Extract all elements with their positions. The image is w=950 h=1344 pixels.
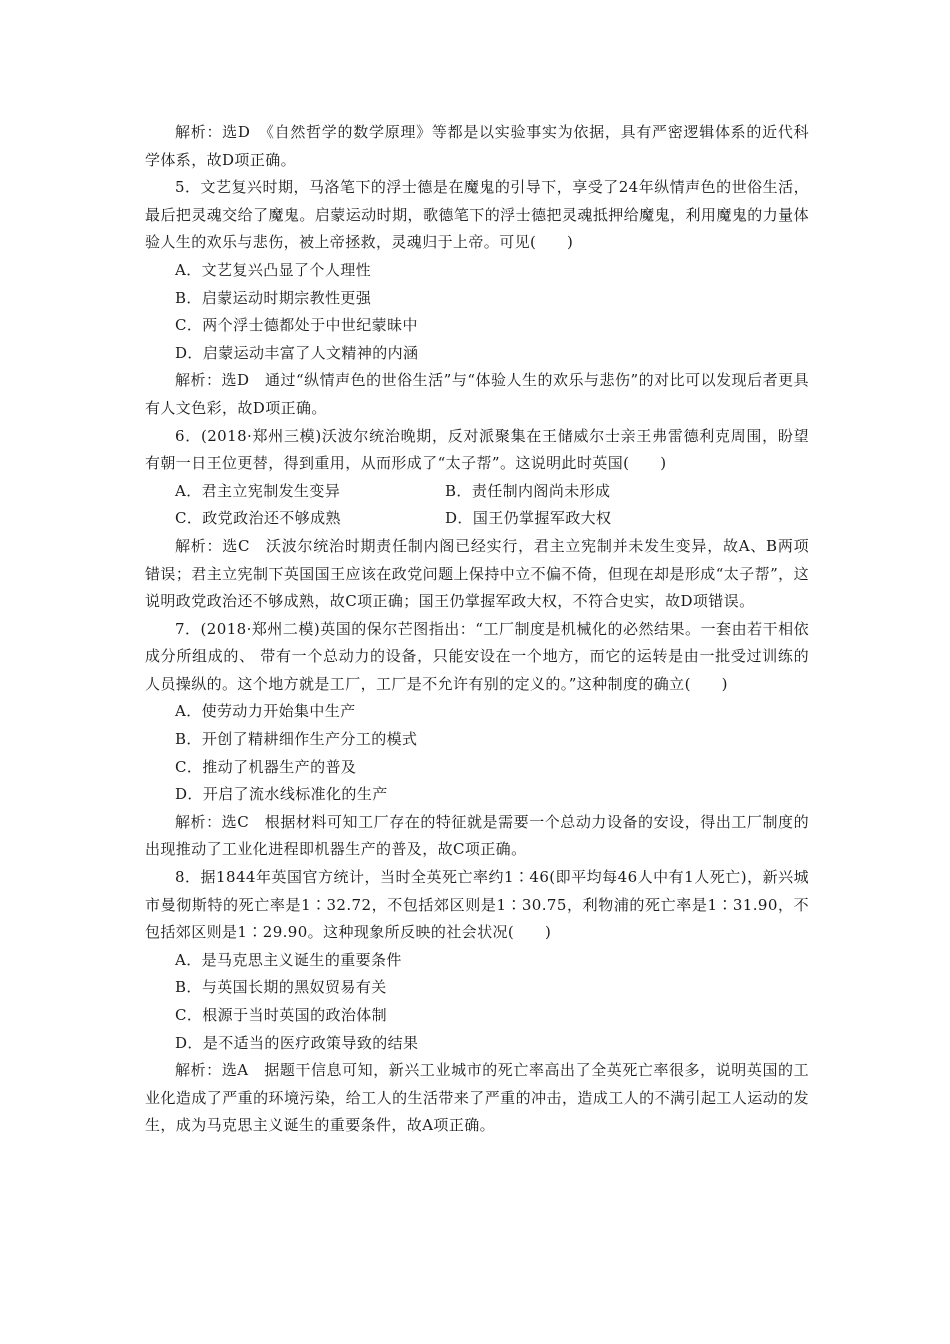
q5-option-b: B．启蒙运动时期宗教性更强 — [175, 288, 372, 307]
q7-option-b: B．开创了精耕细作生产分工的模式 — [175, 730, 418, 749]
analysis-q8: 解析：选A 据题干信息可知，新兴工业城市的死亡率高出了全英死亡率很多，说明英国的工业化造成了严重的环境污染，给工人的生活带来了严重的冲击，造成工人的不满引起工人运动的发生，成为马克思主义诞生的重要条件，故A项正确。 — [145, 1061, 809, 1135]
analysis-q6: 解析：选C 沃波尔统治时期责任制内阁已经实行，君主立宪制并未发生变异，故A、B两项错误；君主立宪制下英国国王应该在政党问题上保持中立不偏不倚，但现在却是形成“太子帮”，这说明政党政治还不够成熟，故C项正确；国王仍掌握军政大权，不符合史实，故D项错误。 — [145, 536, 809, 611]
q6-options-cd — [145, 505, 809, 533]
q8-option-a: A．是马克思主义诞生的重要条件 — [175, 950, 402, 969]
q8-option-c: C．根源于当时英国的政治体制 — [175, 1006, 388, 1024]
q5-option-c: C．两个浮士德都处于中世纪蒙昧中 — [175, 316, 418, 335]
q5-option-d: D．启蒙运动丰富了人文精神的内涵 — [175, 343, 419, 362]
q7-option-d: D．开启了流水线标准化的生产 — [175, 785, 388, 804]
question-8: 8．据1844年英国官方统计，当时全英死亡率约1∶46(即平均每46人中有1人死亡)，新兴城市曼彻斯特的死亡率是1∶32.72，不包括郊区则是1∶30.75，利物浦的死亡率是1∶31.90，不包括郊区则是1∶29.90。这种现象所反映的社会状况( ) — [145, 868, 809, 942]
question-7: 7．(2018·郑州二模)英国的保尔芒图指出：“工厂制度是机械化的必然结果。一套由若干相依成分所组成的、 带有一个总动力的设备，只能安设在一个地方，而它的运转是由一批受过训练的人员操纵的。这个地方就是工厂，工厂是不允许有别的定义的。”这种制度的确立( ) — [145, 619, 809, 693]
option-text: A．君主立宪制发生变异 — [175, 481, 341, 500]
option-text: B．责任制内阁尚未形成 — [445, 481, 611, 500]
q7-option-c: C．推动了机器生产的普及 — [175, 757, 357, 776]
q5-option-a: A．文艺复兴凸显了个人理性 — [175, 260, 372, 279]
option-text: C．政党政治还不够成熟 — [175, 509, 341, 528]
q7-option-a: A．使劳动力开始集中生产 — [175, 702, 356, 721]
q8-option-d: D．是不适当的医疗政策导致的结果 — [175, 1033, 419, 1052]
option-text: D．国王仍掌握军政大权 — [445, 509, 612, 528]
question-6: 6．(2018·郑州三模)沃波尔统治晚期，反对派聚集在王储威尔士亲王弗雷德利克周围，盼望有朝一日王位更替，得到重用，从而形成了“太子帮”。这说明此时英国( ) — [145, 426, 809, 473]
analysis-q7: 解析：选C 根据材料可知工厂存在的特征就是需要一个总动力设备的安设，得出工厂制度的出现推动了工业化进程即机器生产的普及，故C项正确。 — [145, 812, 809, 859]
analysis-q5: 解析：选D 通过“纵情声色的世俗生活”与“体验人生的欢乐与悲伤”的对比可以发现后者更具有人文色彩，故D项正确。 — [145, 371, 809, 417]
question-5: 5．文艺复兴时期，马洛笔下的浮士德是在魔鬼的引导下，享受了24年纵情声色的世俗生活，最后把灵魂交给了魔鬼。启蒙运动时期，歌德笔下的浮士德把灵魂抵押给魔鬼，利用魔鬼的力量体验人生的欢乐与悲伤，被上帝拯救，灵魂归于上帝。可见( ) — [145, 178, 809, 252]
analysis-q4: 解析：选D 《自然哲学的数学原理》等都是以实验事实为依据，具有严密逻辑体系的近代科学体系，故D项正确。 — [145, 123, 809, 169]
q8-option-b: B．与英国长期的黑奴贸易有关 — [175, 978, 387, 997]
document-page — [145, 119, 809, 1140]
q6-options-ab — [145, 478, 809, 506]
